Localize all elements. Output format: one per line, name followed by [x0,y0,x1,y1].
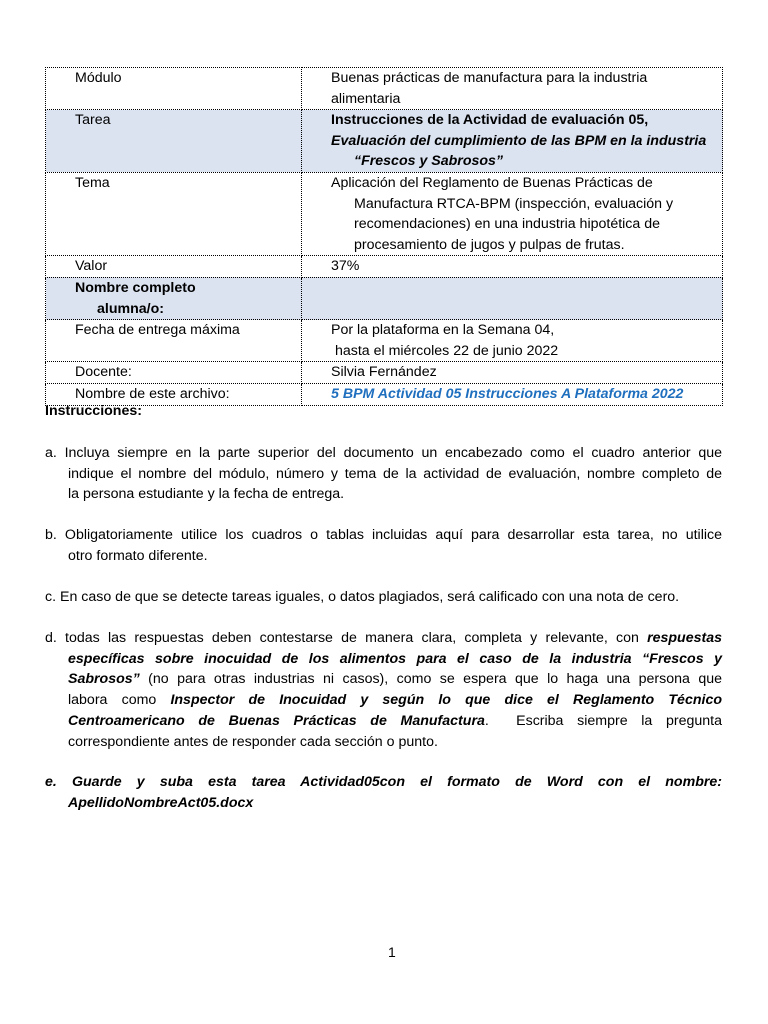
value-docente: Silvia Fernández [302,362,723,384]
instruction-e-line1: e. Guarde y suba esta tarea Actividad05con el formato de Word con el nombre: [45,774,722,790]
tema-line2: Manufactura RTCA-BPM (inspección, evaluación y [354,195,674,212]
label-tema: Tema [46,172,302,255]
tema-line1: Aplicación del Reglamento de Buenas Prácticas de [331,174,653,191]
tarea-line1: Instrucciones de la Actividad de evaluación 05, [331,112,649,129]
instruction-d-line5 [45,711,722,732]
instruction-e-line2: ApellidoNombreAct05.docx [68,794,254,811]
d-line5-text: . Escriba siempre la pregunta [484,712,722,729]
d-line3-text: (no para otras industrias ni casos), como se espera que lo haga una persona que [139,671,722,688]
d-line5-bold: Centroamericano de Buenas Prácticas de Manufactura [68,712,485,729]
value-modulo: Buenas prácticas de manufactura para la industria alimentaria [302,68,723,110]
value-valor: 37% [302,256,723,278]
value-tema [302,172,723,255]
instruction-d-line2: específicas sobre inocuidad de los alimentos para el caso de la industria “Frescos y [68,650,722,667]
nombre-label-line2: alumna/o: [97,300,165,317]
label-archivo: Nombre de este archivo: [46,383,302,405]
instruction-b-line1: b. Obligatoriamente utilice los cuadros o tablas incluidas aquí para desarrollar esta tarea, no utilice [45,527,722,543]
row-nombre [46,277,723,319]
d-line1-bold: respuestas [647,630,722,646]
instruction-d [45,628,722,752]
d-line1-text: d. todas las respuestas deben contestarse de manera clara, completa y relevante, con [45,630,648,646]
d-line4-text: labora como [68,692,171,709]
row-tema [46,172,723,255]
row-modulo [46,68,723,110]
instruction-a-line1: a. Incluya siempre en la parte superior del documento un encabezado como el cuadro anterior que [45,445,722,461]
d-line4-bold: Inspector de Inocuidad y según lo que dice el Reglamento Técnico [170,692,722,709]
instruction-c [45,587,722,608]
page-number: 1 [388,944,396,960]
label-fecha: Fecha de entrega máxima [46,320,302,362]
instruction-b-line2: otro formato diferente. [68,547,208,564]
value-archivo: 5 BPM Actividad 05 Instrucciones A Plataforma 2022 [302,383,723,405]
instruction-a-line2: indique el nombre del módulo, número y tema de la actividad de evaluación, nombre completo de [68,465,722,482]
instruction-c-line1: c. En caso de que se detecte tareas iguales, o datos plagiados, será calificado con una nota de cero. [45,589,680,605]
fecha-line1: Por la plataforma en la Semana 04, [331,322,555,339]
tarea-line3: “Frescos y Sabrosos” [354,153,504,170]
instruction-d-line1 [45,628,722,649]
value-nombre[interactable] [302,277,723,319]
instruction-b [45,525,722,566]
tarea-line2: Evaluación del cumplimiento de las BPM en la industria [331,132,707,149]
instruction-a-line3: la persona estudiante y la fecha de entrega. [68,486,345,503]
row-archivo [46,383,723,405]
instruction-d-line3 [45,669,722,690]
fecha-line2: hasta el miércoles 22 de junio 2022 [331,342,559,359]
label-nombre [46,277,302,319]
instruction-d-line4 [45,690,722,711]
d-line3-bold: Sabrosos” [68,671,140,688]
nombre-label-line1: Nombre completo [75,279,196,296]
label-docente: Docente: [46,362,302,384]
value-tarea [302,110,723,173]
label-valor: Valor [46,256,302,278]
row-docente [46,362,723,384]
instructions-title: Instrucciones: [45,403,142,419]
value-fecha [302,320,723,362]
row-fecha [46,320,723,362]
tema-line4: procesamiento de jugos y pulpas de frutas. [354,236,625,253]
row-valor [46,256,723,278]
instruction-a [45,443,722,505]
label-tarea: Tarea [46,110,302,173]
instruction-d-line6: correspondiente antes de responder cada sección o punto. [68,733,438,750]
instruction-e [45,772,722,813]
row-tarea [46,110,723,173]
header-table [45,67,723,406]
label-modulo: Módulo [46,68,302,110]
tema-line3: recomendaciones) en una industria hipotética de [354,216,661,233]
